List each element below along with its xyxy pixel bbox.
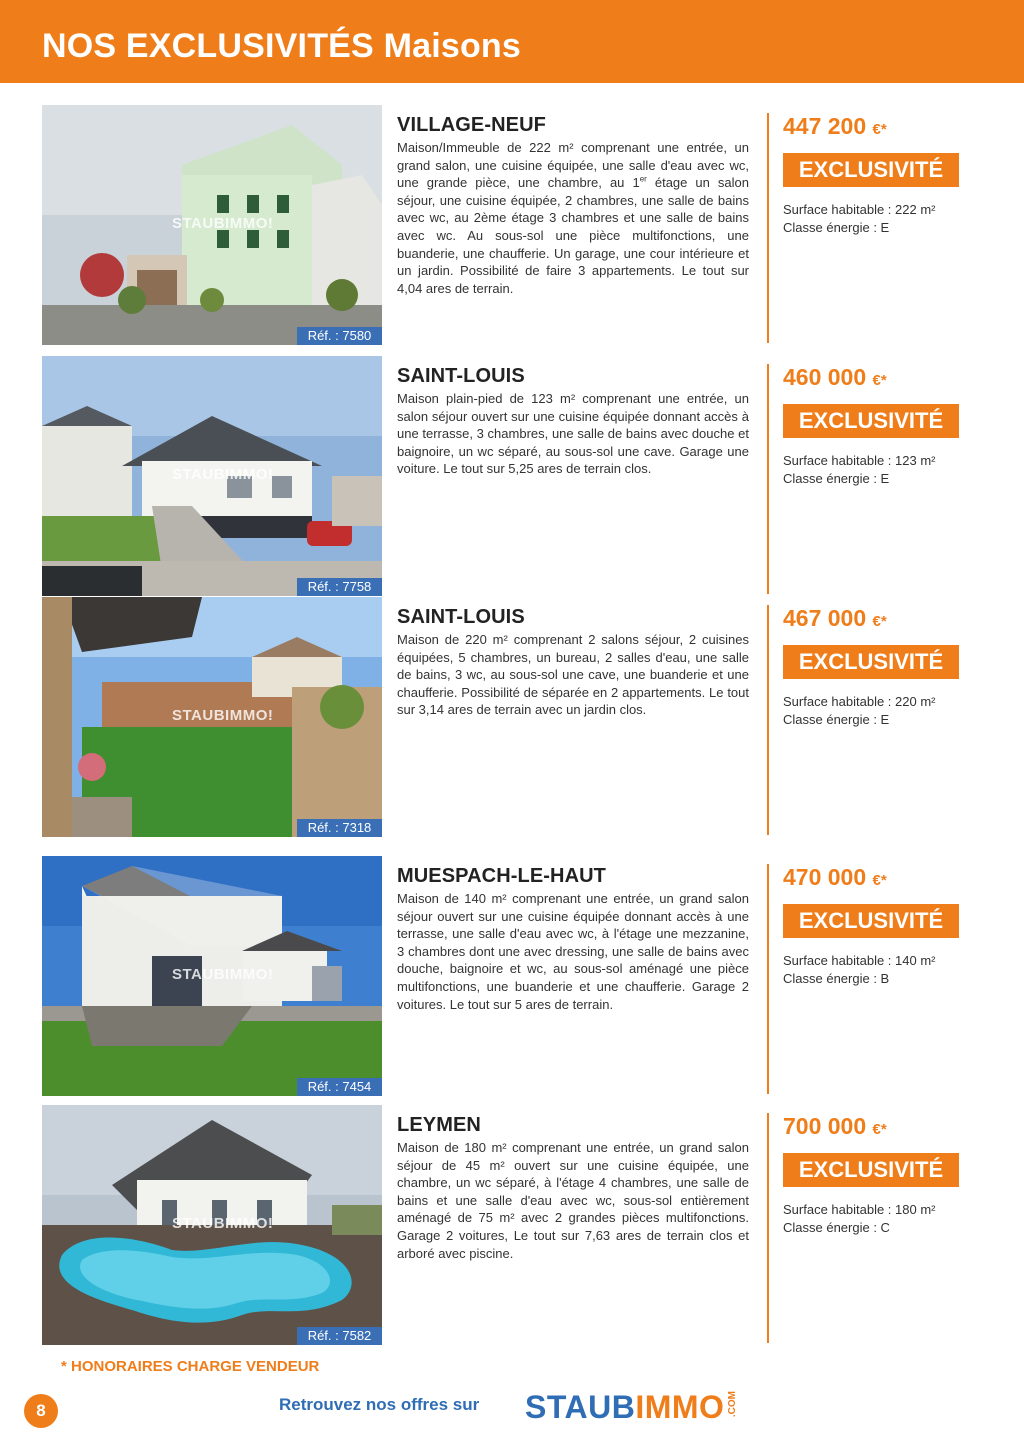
column-divider (767, 113, 769, 343)
listing-price: 447 200 €* (783, 113, 887, 139)
listing-price: 700 000 €* (783, 1113, 887, 1139)
listing-description: Maison de 140 m² comprenant une entrée, un grand salon séjour ouvert sur une cuisine équipée donnant accès à une terrasse, une salle d'eau avec wc, à l'étage une mezzanine, 3 chambres dont une avec dressing, une salle de bains avec douche, baignoire et wc, au sous-sol aménagé une pièce multifonctions, une buanderie et une chaufferie. Garage 2 voitures. Le tout sur 5 ares de terrain. (397, 891, 749, 1012)
listing-price: 460 000 €* (783, 364, 887, 390)
energy-class: Classe énergie : E (783, 712, 890, 727)
listing-card[interactable] (0, 856, 1024, 1096)
reference-badge: Réf. : 7582 (297, 1327, 382, 1345)
staubimmo-logo[interactable] (525, 1387, 739, 1427)
exclusivite-badge: EXCLUSIVITÉ (783, 153, 959, 187)
watermark-text: STAUBIMMO! (172, 966, 274, 983)
surface-habitable: Surface habitable : 123 m² (783, 453, 936, 468)
property-photo[interactable] (42, 1105, 382, 1345)
reference-badge: Réf. : 7318 (297, 819, 382, 837)
property-photo[interactable] (42, 105, 382, 345)
listing-city: SAINT-LOUIS (397, 606, 525, 628)
currency-sign: €* (872, 1121, 887, 1138)
watermark-text: STAUBIMMO! (172, 707, 274, 724)
energy-class: Classe énergie : C (783, 1220, 890, 1235)
property-photo[interactable] (42, 597, 382, 837)
listing-price: 467 000 €* (783, 605, 887, 631)
property-photo[interactable] (42, 856, 382, 1096)
fees-footnote: * HONORAIRES CHARGE VENDEUR (61, 1358, 320, 1375)
surface-habitable: Surface habitable : 222 m² (783, 202, 936, 217)
page-number: 8 (24, 1394, 58, 1428)
listing-description: Maison plain-pied de 123 m² comprenant une entrée, un salon séjour ouvert sur une cuisine équipée donnant accès à une terrasse, 3 chambres, une salle de bains avec douche et baignoire, un wc séparé, au sous-sol une cave. Garage une voiture. Le tout sur 5,25 ares de terrain clos. (397, 391, 749, 477)
listing-city: SAINT-LOUIS (397, 365, 525, 387)
listing-card[interactable] (0, 597, 1024, 837)
listing-card[interactable] (0, 356, 1024, 596)
reference-badge: Réf. : 7758 (297, 578, 382, 596)
listing-price: 470 000 €* (783, 864, 887, 890)
listing-card[interactable] (0, 105, 1024, 345)
footer-cta: Retrouvez nos offres sur (279, 1395, 480, 1414)
currency-sign: €* (872, 372, 887, 389)
listing-city: LEYMEN (397, 1114, 481, 1136)
logo-domain-suffix: .COM (727, 1391, 739, 1418)
reference-badge: Réf. : 7454 (297, 1078, 382, 1096)
listing-card[interactable] (0, 1105, 1024, 1345)
listing-description: Maison de 220 m² comprenant 2 salons séjour, 2 cuisines équipées, 5 chambres, un bureau, 2 salles d'eau, une salle de bains, 3 wc, au sous-sol une cave, une buanderie et une chaufferie. Possibilité de séparée en 2 appartements. Le tout sur 3,14 ares de terrain avec un jardin clos. (397, 632, 749, 718)
logo-wordmark: STAUBIMMO (525, 1389, 725, 1425)
watermark-text: STAUBIMMO! (172, 215, 274, 232)
currency-sign: €* (872, 872, 887, 889)
watermark-text: STAUBIMMO! (172, 1215, 274, 1232)
listing-details (783, 952, 983, 988)
watermark-text: STAUBIMMO! (172, 466, 274, 483)
listing-description: Maison de 180 m² comprenant une entrée, un grand salon séjour de 45 m² ouvert sur une cuisine équipée, une chambre, un wc séparé, à l'étage 4 chambres, une salle de bains et une salle d'eau avec wc, sous-sol entièrement aménagé de 75 m² avec 2 grandes pièces multifonctions. Garage 2 voitures, Le tout sur 7,63 ares de terrain clos et arboré avec piscine. (397, 1140, 749, 1261)
listing-details (783, 201, 983, 237)
column-divider (767, 864, 769, 1094)
exclusivite-badge: EXCLUSIVITÉ (783, 404, 959, 438)
column-divider (767, 605, 769, 835)
energy-class: Classe énergie : B (783, 971, 890, 986)
column-divider (767, 364, 769, 594)
listing-city: MUESPACH-LE-HAUT (397, 865, 606, 887)
surface-habitable: Surface habitable : 140 m² (783, 953, 936, 968)
listing-details (783, 452, 983, 488)
listing-city: VILLAGE-NEUF (397, 114, 546, 136)
exclusivite-badge: EXCLUSIVITÉ (783, 904, 959, 938)
surface-habitable: Surface habitable : 220 m² (783, 694, 936, 709)
listing-details (783, 693, 983, 729)
currency-sign: €* (872, 613, 887, 630)
listing-details (783, 1201, 983, 1237)
column-divider (767, 1113, 769, 1343)
listing-description: Maison/Immeuble de 222 m² comprenant une entrée, un grand salon, une cuisine équipée, une salle d'eau avec wc, une grande pièce, une chambre, au 1er étage un salon séjour, une cuisine équipée, 2 chambres, une salle de bains avec wc, au 2ème étage 3 chambres et une salle de bains avec wc. Au sous-sol une pièce multifonctions, une buanderie, une chaufferie. Un garage, une cour intérieure et un jardin. Possibilité de faire 3 appartements. Le tout sur 4,04 ares de terrain. (397, 140, 750, 296)
currency-sign: €* (872, 121, 887, 138)
energy-class: Classe énergie : E (783, 471, 890, 486)
reference-badge: Réf. : 7580 (297, 327, 382, 345)
exclusivite-badge: EXCLUSIVITÉ (783, 1153, 959, 1187)
energy-class: Classe énergie : E (783, 220, 890, 235)
page-title: NOS EXCLUSIVITÉS Maisons (42, 27, 522, 65)
page-header (0, 0, 1024, 83)
surface-habitable: Surface habitable : 180 m² (783, 1202, 936, 1217)
ordinal-suffix: er (639, 174, 647, 184)
exclusivite-badge: EXCLUSIVITÉ (783, 645, 959, 679)
property-photo[interactable] (42, 356, 382, 596)
